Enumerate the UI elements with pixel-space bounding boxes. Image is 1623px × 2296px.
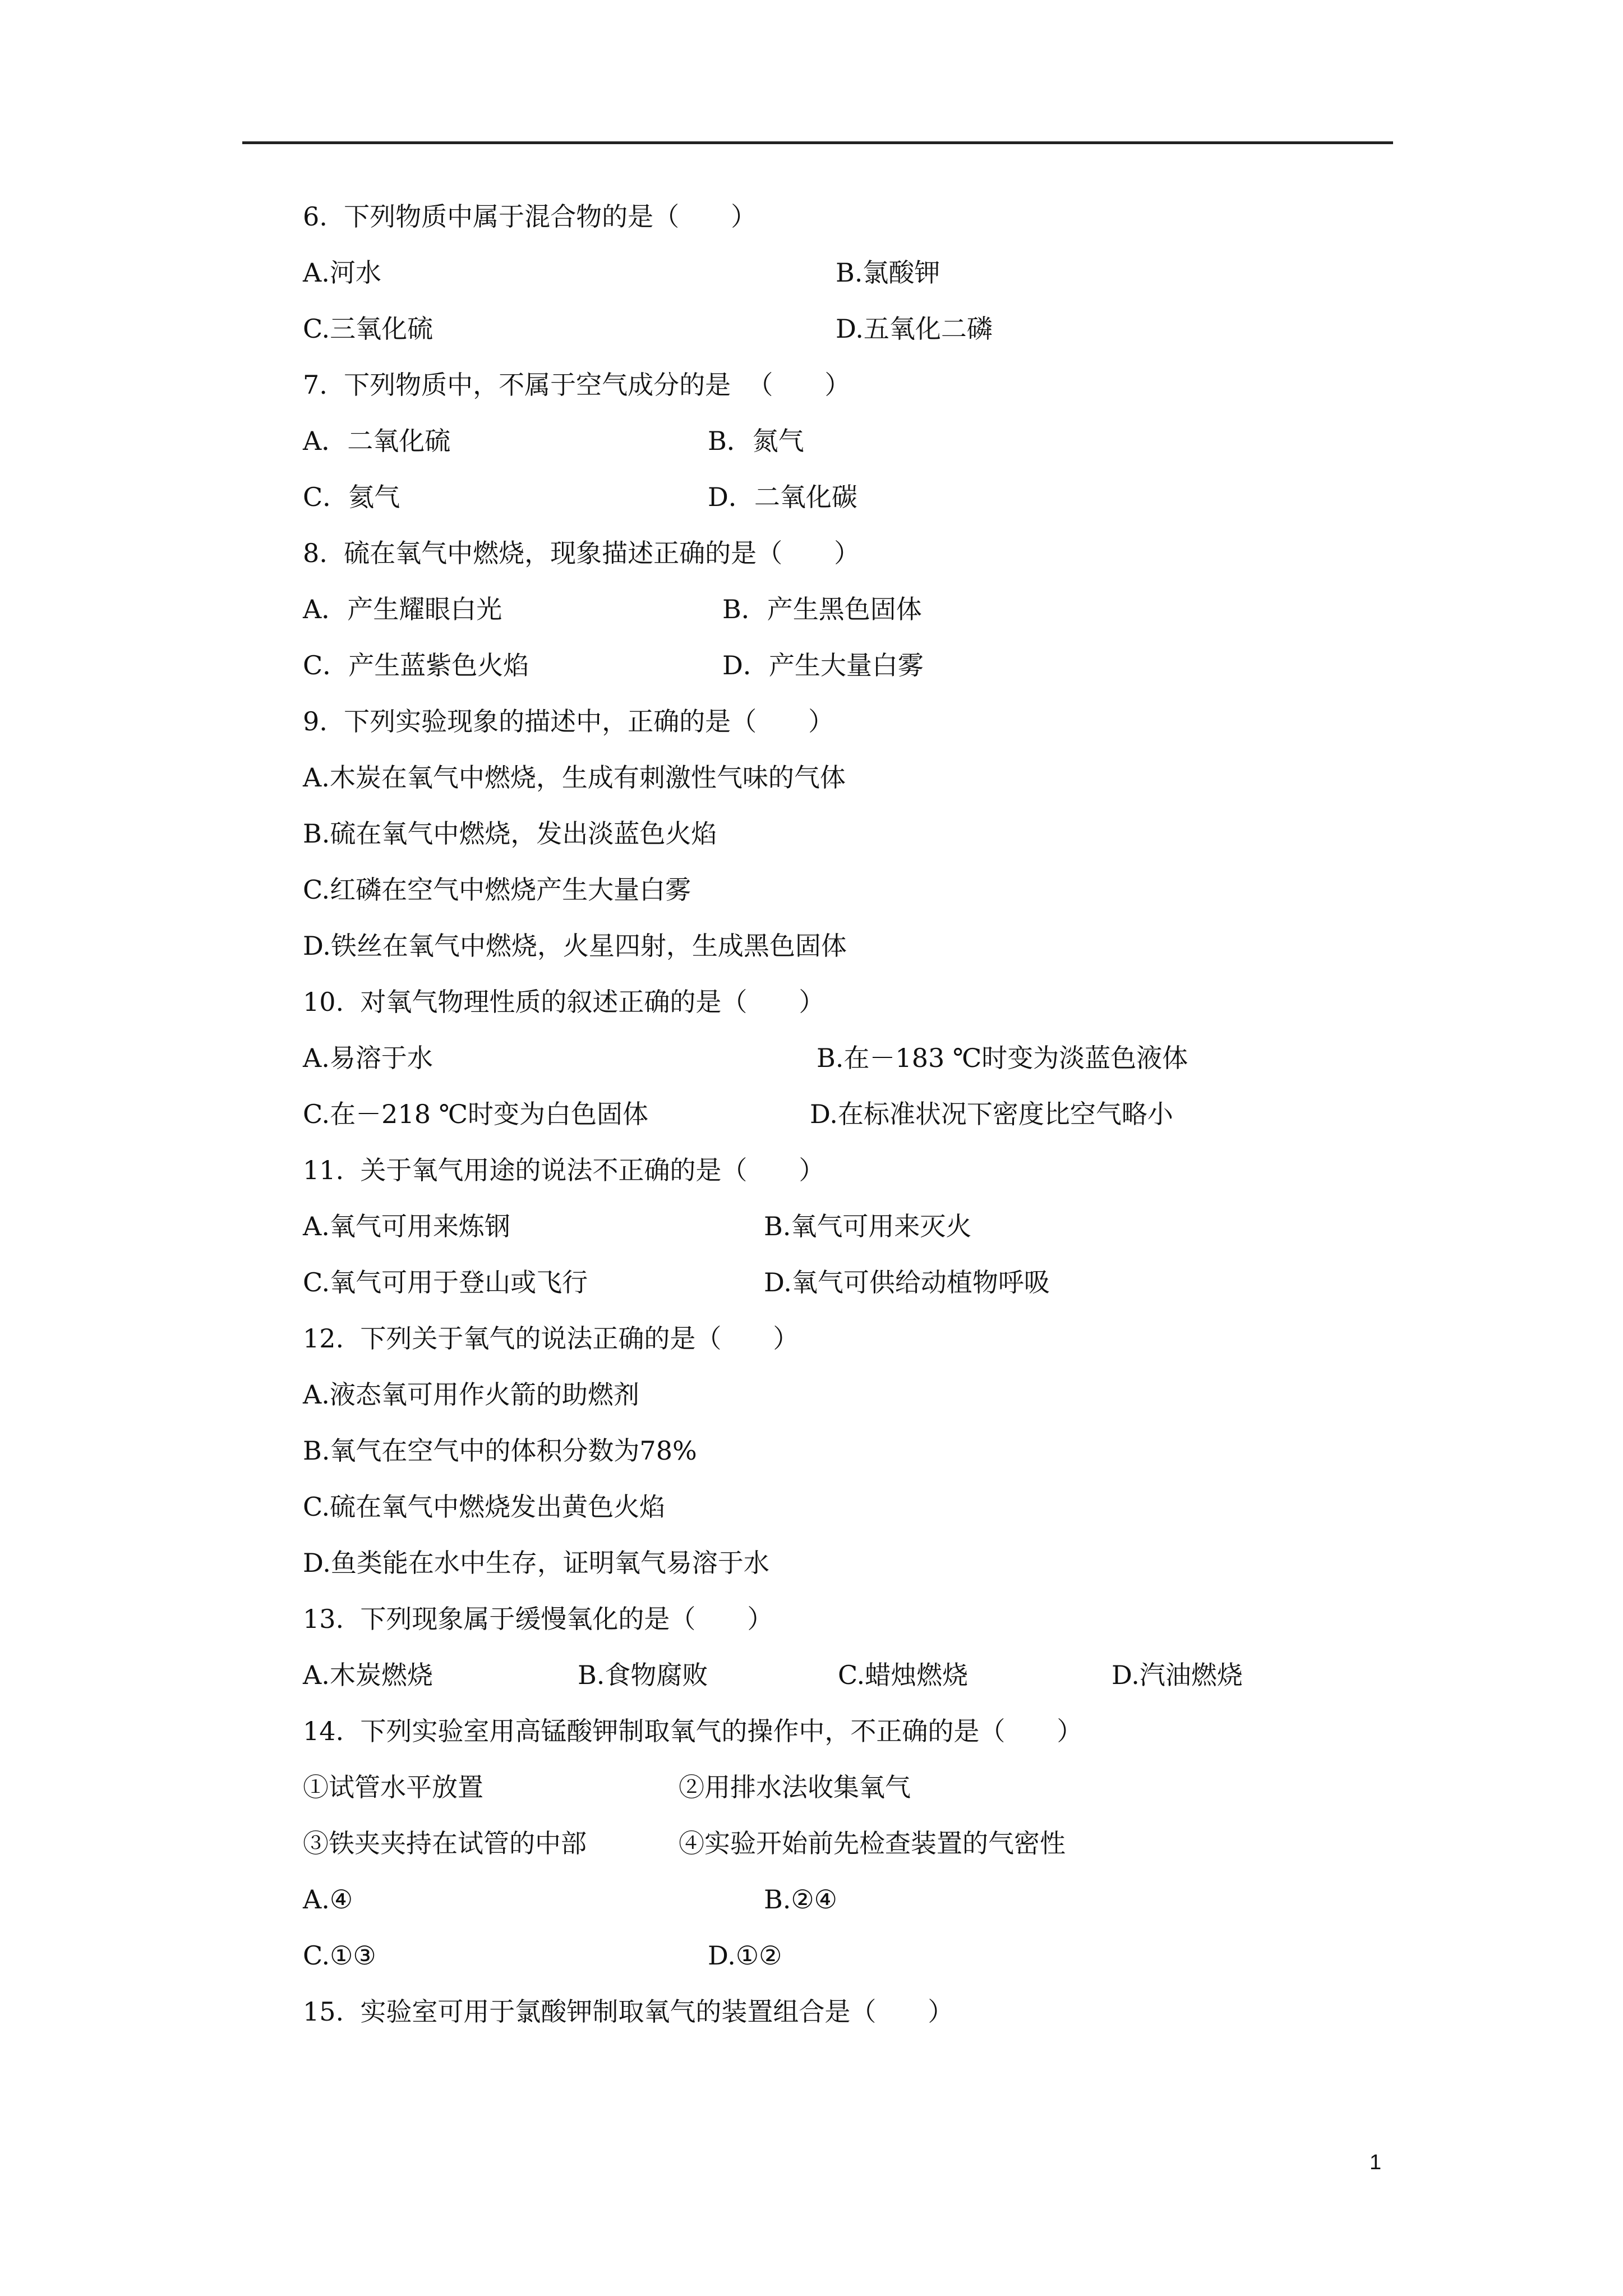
question-13-option-d: D.汽油燃烧 — [1112, 1660, 1243, 1690]
question-8-option-b: B．产生黑色固体 — [722, 594, 922, 624]
question-11-stem: 11. 关于氧气用途的说法不正确的是（ ） — [303, 1155, 825, 1185]
question-8-option-a: A．产生耀眼白光 — [303, 594, 502, 624]
question-10-option-d: D.在标准状况下密度比空气略小 — [810, 1099, 1173, 1129]
question-9-option-d: D.铁丝在氧气中燃烧，火星四射，生成黑色固体 — [303, 931, 847, 961]
question-10-option-c: C.在－218 ℃时变为白色固体 — [303, 1099, 649, 1129]
question-8-option-c: C．产生蓝紫色火焰 — [303, 650, 529, 680]
question-14-statement-3: ③铁夹夹持在试管的中部 — [303, 1828, 587, 1858]
question-11-option-a: A.氧气可用来炼钢 — [303, 1211, 510, 1241]
question-9-stem: 9. 下列实验现象的描述中，正确的是（ ） — [303, 706, 834, 737]
question-8-stem: 8. 硫在氧气中燃烧，现象描述正确的是（ ） — [303, 538, 860, 568]
question-9-option-b: B.硫在氧气中燃烧，发出淡蓝色火焰 — [303, 818, 717, 849]
question-6-stem: 6. 下列物质中属于混合物的是（ ） — [303, 201, 757, 232]
question-11-option-c: C.氧气可用于登山或飞行 — [303, 1267, 588, 1297]
question-6-option-b: B.氯酸钾 — [836, 257, 940, 288]
question-11-option-b: B.氧气可用来灭火 — [764, 1211, 972, 1241]
question-13-option-c: C.蜡烛燃烧 — [838, 1660, 969, 1690]
question-12-stem: 12. 下列关于氧气的说法正确的是（ ） — [303, 1323, 799, 1354]
question-7-option-d: D．二氧化碳 — [708, 482, 857, 512]
question-14-option-a: A.④ — [303, 1884, 353, 1915]
question-14-option-b: B.②④ — [764, 1884, 837, 1915]
question-11-option-d: D.氧气可供给动植物呼吸 — [764, 1267, 1050, 1297]
question-14-stem: 14. 下列实验室用高锰酸钾制取氧气的操作中，不正确的是（ ） — [303, 1716, 1083, 1746]
question-12-option-a: A.液态氧可用作火箭的助燃剂 — [303, 1379, 639, 1410]
question-13-option-a: A.木炭燃烧 — [303, 1660, 433, 1690]
question-6-option-c: C.三氧化硫 — [303, 314, 434, 344]
question-12-option-c: C.硫在氧气中燃烧发出黄色火焰 — [303, 1492, 666, 1522]
question-7-option-c: C．氦气 — [303, 482, 400, 512]
question-7-option-a: A．二氧化硫 — [303, 426, 451, 456]
question-12-option-b: B.氧气在空气中的体积分数为78% — [303, 1435, 697, 1466]
question-14-statement-4: ④实验开始前先检查装置的气密性 — [679, 1828, 1066, 1858]
question-12-option-d: D.鱼类能在水中生存，证明氧气易溶于水 — [303, 1548, 769, 1578]
question-7-option-b: B．氮气 — [708, 426, 804, 456]
question-13-stem: 13. 下列现象属于缓慢氧化的是（ ） — [303, 1604, 773, 1634]
header-rule — [242, 141, 1393, 144]
question-6-option-a: A.河水 — [303, 257, 381, 288]
question-10-option-b: B.在－183 ℃时变为淡蓝色液体 — [817, 1043, 1188, 1073]
page-number: 1 — [1370, 2151, 1382, 2174]
question-6-option-d: D.五氧化二磷 — [836, 314, 993, 344]
question-14-option-c: C.①③ — [303, 1940, 376, 1971]
question-13-option-b: B.食物腐败 — [578, 1660, 708, 1690]
question-9-option-a: A.木炭在氧气中燃烧，生成有刺激性气味的气体 — [303, 762, 846, 793]
question-14-statement-2: ②用排水法收集氧气 — [679, 1772, 911, 1802]
question-9-option-c: C.红磷在空气中燃烧产生大量白雾 — [303, 875, 691, 905]
question-10-option-a: A.易溶于水 — [303, 1043, 433, 1073]
question-15-stem: 15. 实验室可用于氯酸钾制取氧气的装置组合是（ ） — [303, 1996, 954, 2027]
question-14-option-d: D.①② — [708, 1940, 782, 1971]
question-8-option-d: D．产生大量白雾 — [722, 650, 924, 680]
question-10-stem: 10. 对氧气物理性质的叙述正确的是（ ） — [303, 987, 825, 1017]
question-14-statement-1: ①试管水平放置 — [303, 1772, 483, 1802]
question-7-stem: 7. 下列物质中，不属于空气成分的是 （ ） — [303, 370, 851, 400]
